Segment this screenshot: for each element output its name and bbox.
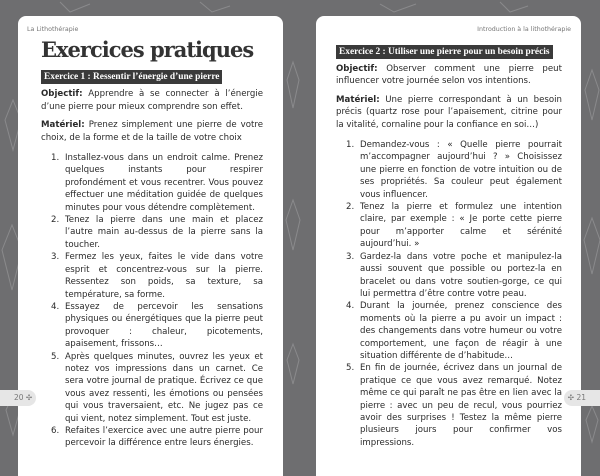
list-item: 5. Après quelques minutes, ouvrez les yeux et notez vos impressions dans un carnet. Ce sera votre journal de pratique. Écrivez ce que vous avez ressenti, les émotions ou pensées qui vous traversaient, etc. Ne jugez pas ce qui vient, notez simplement. Tout est juste. [51, 351, 263, 424]
exercise-heading: Exercice 2 : Utiliser une pierre pour un besoin précis [336, 45, 553, 59]
running-head: Introduction à la lithothérapie [477, 26, 571, 33]
list-item: 2. Tenez la pierre et formulez une intention claire, par exemple : « Je porte cette pierre pour m’apporter calme et sérénité aujourd’hui. » [346, 202, 562, 250]
objective-paragraph: Objectif: Observer comment une pierre peut influencer votre journée selon vos intentions. [336, 64, 562, 87]
list-item: 5. En fin de journée, écrivez dans un journal de pratique ce que vous avez remarqué. Notez même ce qui paraît ne pas être en lien avec la pierre : avec un peu de recul, vous pourriez avoir des surprises ! Testez la même pierre plusieurs jours pour confirmer vos impressions. [346, 363, 562, 448]
list-item: 6. Refaites l’exercice avec une autre pierre pour percevoir la différence entre leurs énergies. [51, 425, 263, 449]
steps-list [336, 139, 562, 449]
left-page [18, 16, 283, 476]
list-item: 2. Tenez la pierre dans une main et placez l’autre main au-dessus de la pierre sans la toucher. [51, 215, 263, 250]
list-item: 1. Installez-vous dans un endroit calme. Prenez quelques instants pour respirer profondément et vous recentrer. Vous pouvez effectuer une méditation guidée de quelques minutes pour vous détendre complètement. [51, 153, 263, 213]
list-item: 3. Gardez-la dans votre poche et manipulez-la aussi souvent que possible ou portez-la en bracelet ou dans votre soutien-gorge, ce qui lui permettra d’être contre votre peau. [346, 251, 562, 299]
steps-list [41, 152, 263, 450]
page-number-right: ✣ 21 [564, 390, 600, 406]
list-item: 4. Essayez de percevoir les sensations physiques ou énergétiques que la pierre peut provoquer : chaleur, picotements, apaisement, frissons… [51, 301, 263, 350]
page-title: Exercices pratiques [41, 37, 254, 62]
list-item: 1. Demandez-vous : « Quelle pierre pourrait m’accompagner aujourd’hui ? » Choisissez une pierre en fonction de votre intuition ou de ses propriétés. Sa couleur peut également vous influencer. [346, 140, 562, 200]
running-head: La Lithothérapie [27, 26, 79, 33]
list-item: 4. Durant la journée, prenez conscience des moments où la pierre a pu avoir un impact : des changements dans votre humeur ou votre comportement, une façon de réagir à une situation différente de d’habitude… [346, 301, 562, 361]
right-page [316, 16, 581, 476]
objective-paragraph: Objectif: Apprendre à se connecter à l’énergie d’une pierre pour mieux comprendre son effet. [41, 89, 263, 112]
exercise-heading: Exercice 1 : Ressentir l’énergie d’une pierre [41, 70, 222, 84]
material-paragraph: Matériel: Prenez simplement une pierre de votre choix, de la forme et de la taille de votre choix [41, 120, 263, 143]
material-paragraph: Matériel: Une pierre correspondant à un besoin précis (quartz rose pour l’apaisement, citrine pour la vitalité, cornaline pour la confiance en soi…) [336, 94, 562, 130]
page-number-left: 20 ✣ [0, 390, 36, 406]
list-item: 3. Fermez les yeux, faites le vide dans votre esprit et concentrez-vous sur la pierre. Ressentez son poids, sa texture, sa température, sa forme. [51, 252, 263, 300]
